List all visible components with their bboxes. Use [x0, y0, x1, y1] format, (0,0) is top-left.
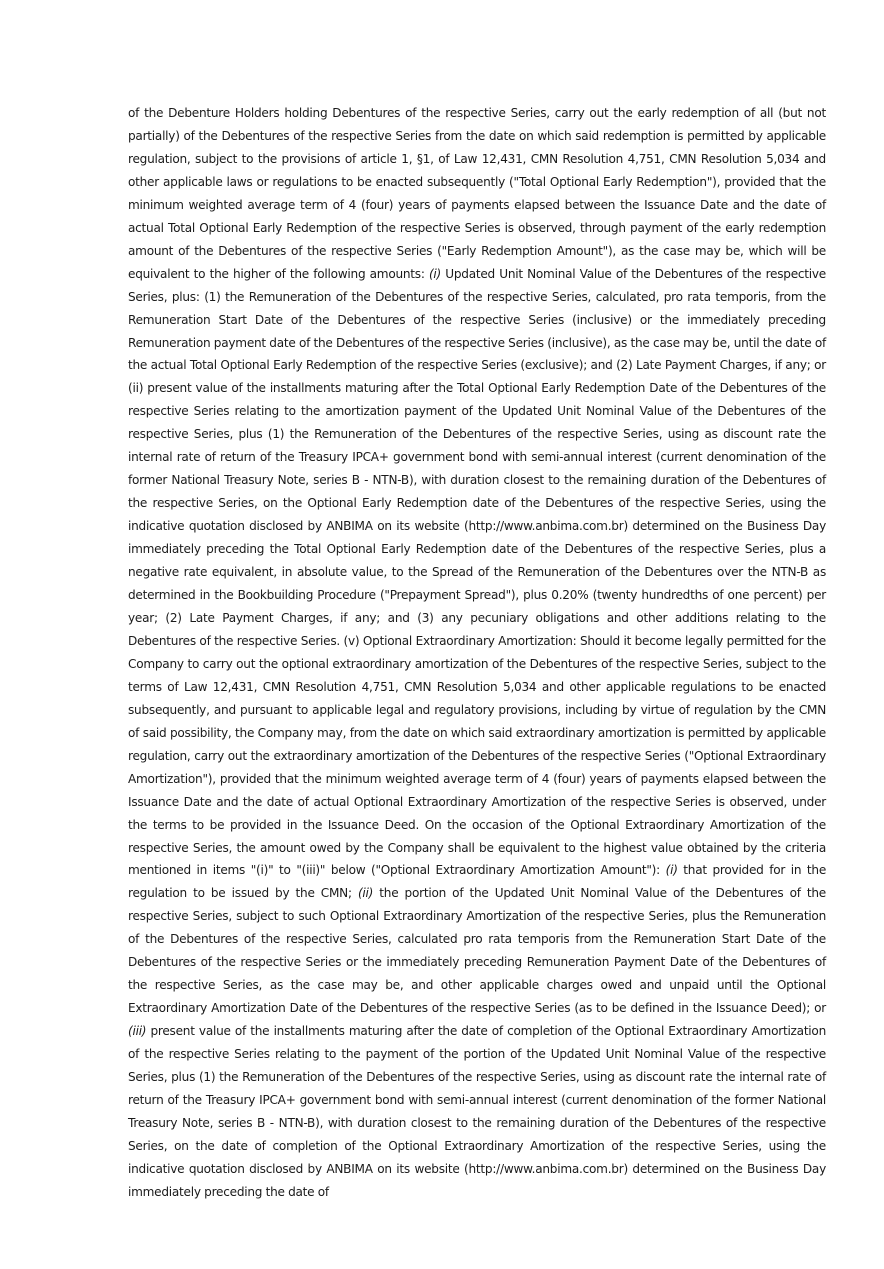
body-paragraph — [128, 102, 826, 1204]
text-segment: of the Debenture Holders holding Debentures of the respective Series, carry out the early redemption of all (but not partially) of the Debentures of the respective Series from the date on which said redemption is permitted by applicable regulation, subject to the provisions of article 1, §1, of Law 12,431, CMN Resolution 4,751, CMN Resolution 5,034 and other applicable laws or regulations to be enacted subsequently ("Total Optional Early Redemption"), provided that the minimum weighted average term of 4 (four) years of payments elapsed between the Issuance Date and the date of actual Total Optional Early Redemption of the respective Series is observed, through payment of the early redemption amount of the Debentures of the respective Series ("Early Redemption Amount"), as the case may be, which will be equivalent to the higher of the following amounts: — [128, 106, 826, 281]
text-segment-italic: (i) — [665, 863, 678, 878]
text-segment-italic: (iii) — [128, 1024, 147, 1039]
text-segment-italic: (ii) — [357, 886, 374, 901]
text-segment: that provided for in the regulation to be issued by the CMN; — [128, 863, 827, 901]
text-segment: present value of the installments maturing after the date of completion of the Optional Extraordinary Amortization of the respective Series relating to the payment of the portion of the Updated Unit Nominal Value of the respective Series, plus (1) the Remuneration of the Debentures of the respective Series, using as discount rate the internal rate of return of the Treasury IPCA+ government bond with semi-annual interest (current denomination of the former National Treasury Note, series B - NTN-B), with duration closest to the remaining duration of the Debentures of the respective Series, on the date of completion of the Optional Extraordinary Amortization of the respective Series, using the indicative quotation disclosed by ANBIMA on its website (http://www.anbima.com.br) determined on the Business Day immediately preceding the date of — [128, 1024, 826, 1199]
text-segment: Updated Unit Nominal Value of the Debentures of the respective Series, plus: (1) the Remuneration of the Debentures of the respective Series, calculated, pro rata temporis, from the Remuneration Start Date of the Debentures of the respective Series (inclusive) or the immediately preceding Remuneration payment date of the Debentures of the respective Series (inclusive), as the case may be, until the date of the actual Total Optional Early Redemption of the respective Series (exclusive); and (2) Late Payment Charges, if any; or (ii) present value of the installments maturing after the Total Optional Early Redemption Date of the Debentures of the respective Series relating to the amortization payment of the Updated Unit Nominal Value of the Debentures of the respective Series, plus (1) the Remuneration of the Debentures of the respective Series, using as discount rate the internal rate of return of the Treasury IPCA+ government bond with semi-annual interest (current denomination of the former National Treasury Note, series B - NTN-B), with duration closest to the remaining duration of the Debentures of the respective Series, on the Optional Early Redemption date of the Debentures of the respective Series, using the indicative quotation disclosed by ANBIMA on its website (http://www.anbima.com.br) determined on the Business Day immediately preceding the Total Optional Early Redemption date of the Debentures of the respective Series, plus a negative rate equivalent, in absolute value, to the Spread of the Remuneration of the Debentures over the NTN-B as determined in the Bookbuilding Procedure ("Prepayment Spread"), plus 0.20% (twenty hundredths of one percent) per year; (2) Late Payment Charges, if any; and (3) any pecuniary obligations and other additions relating to the Debentures of the respective Series. (v) Optional Extraordinary Amortization: Should it become legally permitted for the Company to carry out the optional extraordinary amortization of the Debentures of the respective Series, subject to the terms of Law 12,431, CMN Resolution 4,751, CMN Resolution 5,034 and other applicable regulations to be enacted subsequently, and pursuant to applicable legal and regulatory provisions, including by virtue of regulation by the CMN of said possibility, the Company may, from the date on which said extraordinary amortization is permitted by applicable regulation, carry out the extraordinary amortization of the Debentures of the respective Series ("Optional Extraordinary Amortization"), provided that the minimum weighted average term of 4 (four) years of payments elapsed between the Issuance Date and the date of actual Optional Extraordinary Amortization of the respective Series is observed, under the terms to be provided in the Issuance Deed. On the occasion of the Optional Extraordinary Amortization of the respective Series, the amount owed by the Company shall be equivalent to the highest value obtained by the criteria mentioned in items "(i)" to "(iii)" below ("Optional Extraordinary Amortization Amount"): — [128, 266, 827, 878]
text-segment: the portion of the Updated Unit Nominal Value of the Debentures of the respective Series, subject to such Optional Extraordinary Amortization of the respective Series, plus the Remuneration of the Debentures of the respective Series, calculated pro rata temporis from the Remuneration Start Date of the Debentures of the respective Series or the immediately preceding Remuneration Payment Date of the Debentures of the respective Series, as the case may be, and other applicable charges owed and unpaid until the Optional Extraordinary Amortization Date of the Debentures of the respective Series (as to be defined in the Issuance Deed); or — [128, 886, 826, 1016]
text-segment-italic: (i) — [428, 266, 441, 281]
